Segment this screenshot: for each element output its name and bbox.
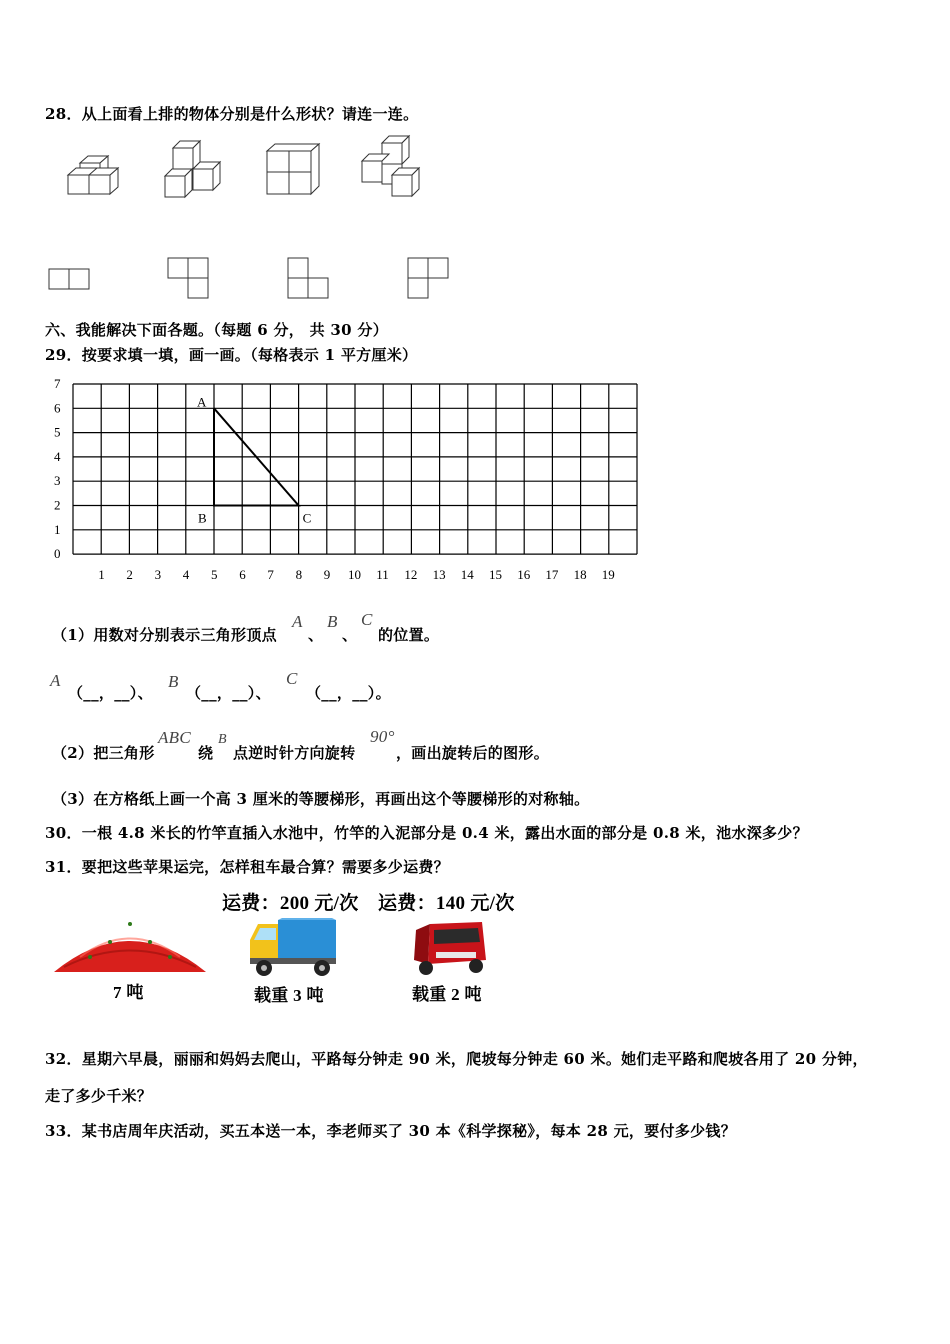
x-tick-label: 9: [323, 567, 331, 583]
y-tick-label: 6: [54, 400, 61, 416]
q29-p1-suffix: 的位置。: [378, 626, 440, 644]
y-tick-label: 1: [54, 521, 61, 537]
blank-b[interactable]: （__，__）、: [186, 684, 271, 702]
x-tick-label: 6: [239, 567, 246, 583]
vertex-label-c: C: [302, 510, 312, 526]
apples-weight: 7 吨: [113, 983, 144, 1002]
x-tick-label: 17: [545, 567, 559, 583]
top-view-2: [167, 257, 211, 301]
x-tick-label: 7: [267, 567, 274, 583]
q29-p2-b: B: [218, 732, 227, 747]
grid-figure: [40, 375, 630, 590]
q29-p2-mid: 绕: [198, 744, 214, 762]
x-tick-label: 10: [348, 567, 361, 583]
cube-figure-4: [360, 135, 425, 199]
q29-p1-a: A: [292, 612, 303, 631]
x-tick-label: 16: [517, 567, 531, 583]
q29-text: 29．按要求填一填，画一画。（每格表示 1 平方厘米）: [45, 346, 418, 364]
q28-text: 28．从上面看上排的物体分别是什么形状？请连一连。: [45, 105, 419, 123]
q29-p3: （3）在方格纸上画一个高 3 厘米的等腰梯形，再画出这个等腰梯形的对称轴。: [52, 790, 590, 808]
top-view-4: [407, 257, 451, 301]
x-tick-label: 19: [601, 567, 615, 583]
x-tick-label: 2: [126, 567, 133, 583]
q29-p2-prefix: （2）把三角形: [52, 744, 155, 762]
vertex-label-a: A: [197, 394, 207, 410]
y-tick-label: 0: [54, 546, 61, 562]
blank-a[interactable]: （__，__）、: [68, 684, 153, 702]
q29-p2-abc: ABC: [158, 728, 192, 747]
x-tick-label: 14: [460, 567, 474, 583]
q29-p2-mid2: 点逆时针方向旋转: [233, 744, 356, 762]
x-tick-label: 15: [489, 567, 502, 583]
y-tick-label: 7: [54, 376, 61, 391]
q31-text: 31．要把这些苹果运完，怎样租车最合算？需要多少运费？: [45, 858, 449, 876]
x-tick-label: 3: [154, 567, 162, 583]
x-tick-label: 13: [432, 567, 446, 583]
q29-p2-deg: 90°: [370, 727, 395, 746]
price-blue-truck: 运费：200 元/次: [222, 893, 359, 914]
red-truck: [412, 920, 488, 978]
q29-p1-b: B: [327, 612, 338, 631]
x-tick-label: 12: [404, 567, 418, 583]
q29-p1-sep2: 、: [342, 626, 358, 644]
x-tick-label: 1: [98, 567, 105, 583]
blank-c[interactable]: （__，__）。: [306, 684, 391, 702]
red-truck-capacity: 载重 2 吨: [412, 985, 482, 1004]
x-tick-label: 18: [573, 567, 587, 583]
q29-p2-suffix: ，画出旋转后的图形。: [396, 744, 550, 762]
section6-heading: 六、我能解决下面各题。（每题 6 分， 共 30 分）: [45, 321, 389, 339]
q33-text: 33．某书店周年庆活动，买五本送一本，李老师买了 30 本《科学探秘》，每本 28 元，要付多少钱？: [45, 1122, 737, 1140]
cube-figure-2: [163, 140, 225, 202]
blank-label-a: A: [50, 671, 61, 690]
q32-line2: 走了多少千米？: [45, 1087, 153, 1105]
top-view-1: [48, 268, 92, 292]
x-tick-label: 8: [295, 567, 303, 583]
blank-label-c: C: [286, 669, 298, 688]
blue-truck-capacity: 载重 3 吨: [254, 986, 324, 1005]
cube-figure-1: [68, 155, 124, 197]
x-tick-label: 4: [182, 567, 190, 583]
q32-line1: 32．星期六早晨，丽丽和妈妈去爬山，平路每分钟走 90 米，爬坡每分钟走 60 米。她们走平路和爬坡各用了 20 分钟，: [45, 1050, 868, 1068]
vertex-label-b: B: [198, 510, 207, 526]
x-tick-label: 11: [376, 567, 389, 583]
blank-label-b: B: [168, 672, 179, 691]
y-tick-label: 2: [54, 497, 61, 513]
blue-truck: [248, 918, 340, 980]
q29-p1-sep1: 、: [308, 626, 324, 644]
q29-p1-prefix: （1）用数对分别表示三角形顶点: [52, 626, 277, 644]
top-view-3: [287, 257, 331, 301]
y-tick-label: 5: [54, 424, 61, 440]
price-red-truck: 运费：140 元/次: [378, 893, 515, 914]
q29-p1-c: C: [361, 610, 373, 629]
q30-text: 30．一根 4.8 米长的竹竿直插入水池中，竹竿的入泥部分是 0.4 米，露出水面的部分是 0.8 米，池水深多少？: [45, 824, 808, 842]
apple-pile: [50, 912, 210, 976]
y-tick-label: 4: [54, 448, 61, 464]
cube-figure-3: [265, 143, 323, 199]
x-tick-label: 5: [211, 567, 218, 583]
y-tick-label: 3: [54, 473, 61, 489]
